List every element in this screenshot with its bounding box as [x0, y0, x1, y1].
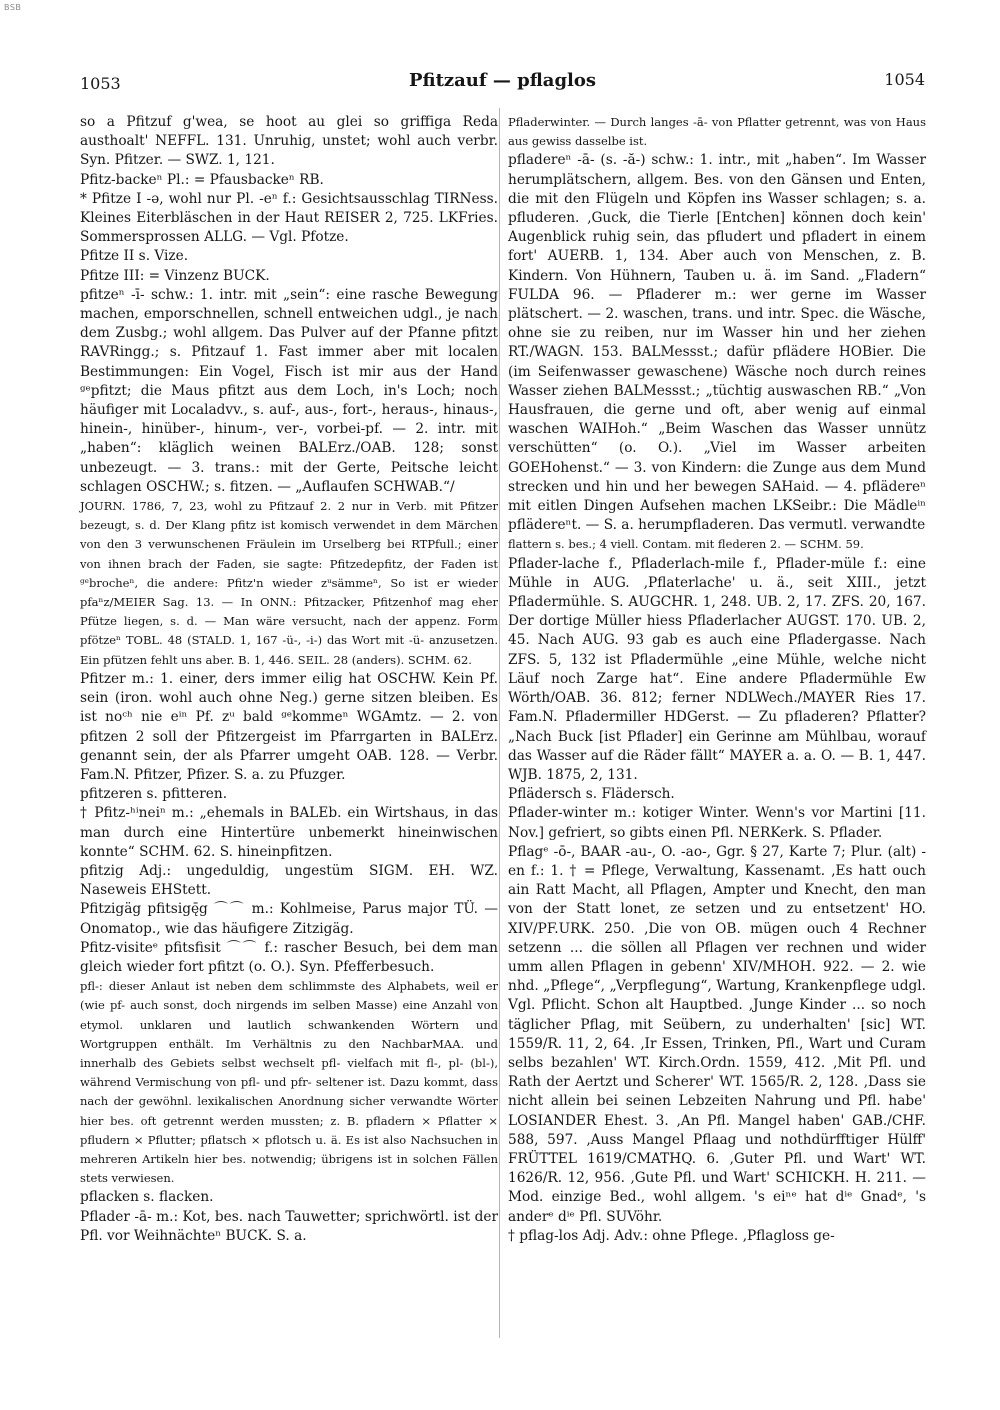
dictionary-paragraph: Pflader -ā- m.: Kot, bes. nach Tauwetter; sprichwörtl. ist der Pfl. vor Weihnächteⁿ BUCK. S. a. — [80, 1208, 498, 1244]
dictionary-paragraph: Pflader-lache f., Pfladerlach-mile f., Pflader-müle f.: eine Mühle in AUG. ‚Pflaterlache' u. ä., seit XIII., jetzt Pfladermühle. S. AUGCHR. 1, 248. UB. 2, 17. ZFS. 20, 167. Der dortige Müller hiess Pfladerlacher AUGST. 170. UB. 2, 45. Nach AUG. 93 gab es auch eine Pfladergasse. Nach ZFS. 5, 132 ist Pfladermühle „eine Mühle, welche nicht Läuf noch Zarge hat“. Eine andere Pfladermühle Ew Wörth/OAB. 36. 812; ferner NDLWech./MAYER Ries 17. Fam.N. Pfladermiller HDGerst. — Zu pfladeren? Pflatter? „Nach Buck [ist Pflader] ein Gerinne am Mühlbau, worauf das Wasser auf die Räder fällt“ MAYER a. a. O. — B. 1, 447. WJB. 1875, 2, 131. — [508, 555, 926, 783]
dictionary-paragraph: Pflädersch s. Flädersch. — [508, 786, 675, 803]
page-number-right: 1054 — [884, 70, 925, 89]
watermark: BSB — [4, 3, 22, 12]
dictionary-paragraph: pflacken s. flacken. — [80, 1189, 214, 1206]
dictionary-paragraph: Pfladerwinter. — Durch langes -ā- von Pflatter getrennt, was von Haus aus gewiss dasselbe ist. — [508, 115, 926, 149]
dictionary-paragraph: pfitzig Adj.: ungeduldig, ungestüm SIGM. EH. WZ. Naseweis EHStett. — [80, 862, 498, 899]
dictionary-paragraph: Pflader-winter m.: kotiger Winter. Wenn's vor Martini [11. Nov.] gefriert, so gibts einen Pfl. NERKerk. S. Pflader. — [508, 805, 926, 841]
dictionary-paragraph: Pfitz-visiteᵉ pfitsfisit ⌒⌒ f.: rascher Besuch, bei dem man gleich wieder fort pfitzt (o. O.). Syn. Pfefferbesuch. — [80, 939, 498, 975]
column-divider — [499, 108, 500, 1338]
dictionary-paragraph: Pfitzigäg pfitsigę̄g ⌒⌒ m.: Kohlmeise, Parus major TÜ. — Onomatop., wie das häufigere Zitzigäg. — [80, 901, 498, 937]
dictionary-paragraph: pfladereⁿ -ā- (s. -ă-) schw.: 1. intr., mit „haben“. Im Wasser herumplätschern, allgem. Bes. von den Gänsen und Enten, die mit den Flügeln und Köpfen ins Wasser schlagen; s. a. pfluderen. ‚Guck, die Tierle [Entchen] können doch kein' Augenblick ruhig sein, das pfludert und pfladert in einem fort' AUERB. 1, 134. Aber auch von Menschen, z. B. Kindern. Von Hühnern, Tauben u. ä. im Sand. „Fladern“ FULDA 96. — Pfladerer m.: wer gerne im Wasser plätschert. — 2. waschen, trans. und intr. Spec. die Wäsche, ohne sie zu reiben, nur im Wasser hin und her ziehen RT./WAGN. 153. BALMessst.; dafür pflädere HOBier. Die (im Seifenwasser gewaschene) Wäsche noch durch reines Wasser ziehen BALMessst.; „tüchtig auswaschen RB.“ „Von Hausfrauen, die gerne und oft, aber wenig auf einmal waschen WAIHoh.“ „Beim Waschen das Wasser unnütz verschütten“ (o. O.). „Viel im Wasser arbeiten GOEHohenst.“ — 3. von Kindern: die Zunge aus dem Mund strecken und hin und her bewegen SAHaid. — 4. pflädereⁿ mit eitlen Dingen Aufsehen machen LKSeibr.: Die Mädleⁱⁿ pflädereⁿt. — S. a. herumpfladeren. Das vermutl. verwandte — [508, 152, 926, 534]
dictionary-paragraph: † pflag-los Adj. Adv.: ohne Pflege. ‚Pflagloss ge- — [508, 1227, 835, 1244]
dictionary-paragraph: pfl-: dieser Anlaut ist neben dem schlimmste des Alphabets, weil er (wie pf- auch sonst, doch nirgends im selben Masse) eine Anzahl von etymol. unklaren und lautlich schwankenden Wörtern und Wortgruppen enthält. Im Verhältnis zu den NachbarMAA. und innerhalb des Gebiets selbst wechselt pfl- vielfach mit fl-, pl- (bl-), während Vermischung von pfl- und pfr- seltener ist. Dazu kommt, dass nach der gewöhnl. lexikalischen Anordnung sicher verwandte Wörter hier bes. oft getrennt werden mussten; z. B. pfladern × Pflatter × pfludern × Pflutter; pflatsch × pflotsch u. ä. Es ist also Nachsuchen in mehreren Artikeln hier bes. notwendig; übrigens ist in solchen Fällen stets verwiesen. — [80, 979, 498, 1186]
page-header — [80, 68, 925, 98]
dictionary-paragraph: Pfitz-backeⁿ Pl.: = Pfausbackeⁿ RB. — [80, 171, 324, 188]
dictionary-paragraph: JOURN. 1786, 7, 23, wohl zu Pfitzauf 2. 2 nur in Verb. mit Pfitzer bezeugt, s. d. Der Klang pfitz ist komisch verwendet in dem Märchen von den 3 verwunschenen Fräulein im Urselberg bei RTPfull.; einer von ihnen brach der Faden, sie sagte: Pfitzedepfitz, der Faden ist ᵍᵉbrocheⁿ, die andere: Pfitz'n wieder zᵘsämmeⁿ, So ist er wieder pfaⁿz/MEIER Sag. 13. — In ONN.: Pfitzacker, Pfitzenhof mag eher Pfütze liegen, s. d. — Man wäre versucht, nach der appenz. Form pfötzeⁿ TOBL. 48 (STALD. 1, 167 -ü-, -i-) das Wort mit -ü- anzusetzen. Ein pfützen fehlt uns aber. B. 1, 446. SEIL. 28 (anders). SCHM. 62. — [80, 499, 498, 667]
dictionary-paragraph: † Pfitz-ʰⁱneiⁿ m.: „ehemals in BALEb. ein Wirtshaus, in das man durch eine Hintertüre unbemerkt hineinwischen konnte“ SCHM. 62. S. hineinpfitzen. — [80, 805, 498, 860]
dictionary-paragraph: so a Pfitzuf g'wea, se hoot au glei so griffiga Reda austhoalt' NEFFL. 131. Unruhig, unstet; wohl auch verbr. Syn. Pfitzer. — SWZ. 1, 121. — [80, 114, 498, 169]
dictionary-paragraph: Pfitze III: = Vinzenz BUCK. — [80, 267, 270, 284]
right-column — [508, 113, 926, 1246]
dictionary-paragraph: Pfitze II s. Vize. — [80, 248, 189, 265]
dictionary-paragraph: flattern s. bes.; 4 viell. Contam. mit flederen 2. — SCHM. 59. — [508, 537, 864, 552]
dictionary-paragraph: Pflagᵉ -ō-, BAAR -au-, O. -ao-, Ggr. § 27, Karte 7; Plur. (alt) -en f.: 1. † = Pflege, Verwaltung, Kassenamt. ‚Es hatt ouch ain Ratt Macht, all Pflagen, Ampter und Knecht, den man von der Statt lonet, ze setzen und zu entsetzent' HO. XIV/PF.URK. 250. ‚Die von OB. mügen ouch 4 Rechner setzenn ... die söllen all Pflagen ver rechnen und wider umm allen Pflagen in gebenn' XIV/MHOH. 922. — 2. wie nhd. „Pflege“, „Verpflegung“, Wartung, Krankenpflege udgl. Vgl. Pflicht. Schon alt Hauptbed. ‚Junge Kinder ... so noch täglicher Pflag, mit Seübern, zu underhalten' [sic] WT. 1559/R. 11, 2, 64. ‚Ir Essen, Trinken, Pfl., Wart und Curam selbs bezahlen' WT. Kirch.Ordn. 1559, 412. ‚Mit Pfl. und Rath der Aertzt und Scherer' WT. 1565/R. 2, 128. ‚Dass sie nicht allein bei seinen Lebzeiten Nahrung und Pfl. habe' LOSIANDER Ehest. 3. ‚An Pfl. Mangel haben' GAB./CHF. 588, 597. ‚Auss Mangel Pflaag und nothdürfftiger Hülff' FRÜTTEL 1619/CMATHQ. 6. ‚Guter Pfl. und Wart' WT. 1626/R. 12, 956. ‚Gute Pfl. und Wart' SCHICKH. H. 211. — Mod. einzige Bed., wohl allgem. 's eiⁿᵉ hat dⁱᵉ Gnadᵉ, 's anderᵉ dⁱᵉ Pfl. SUVöhr. — [508, 843, 926, 1225]
page-number-left: 1053 — [80, 74, 121, 93]
left-column — [80, 113, 498, 1246]
running-head: Pfitzauf — pflaglos — [408, 70, 597, 91]
dictionary-paragraph: pfitzeren s. pfitteren. — [80, 786, 228, 803]
dictionary-paragraph: Pfitzer m.: 1. einer, ders immer eilig hat OSCHW. Kein Pf. sein (iron. wohl auch ohne Neg.) gerne sitzen bleiben. Es ist noᶜʰ nie eⁱⁿ Pf. zᵘ bald ᵍᵉkommeⁿ WGAmtz. — 2. von pfitzen 2 soll der Pfitzergeist im Pfarrgarten in BALErz. genannt sein, der als Pfarrer umgeht OAB. 128. — Verbr. Fam.N. Pfitzer, Pfizer. S. a. zu Pfuzger. — [80, 670, 498, 783]
dictionary-paragraph: pfitzeⁿ -ī- schw.: 1. intr. mit „sein“: eine rasche Bewegung machen, emporschnellen, schnell entweichen udgl., je nach dem Zusbg.; wohl allgem. Das Pulver auf der Pfanne pfitzt RAVRingg.; s. Pfitzauf 1. Fast immer aber mit localen Bestimmungen: Ein Vogel, Fisch ist mir aus der Hand ᵍᵉpfitzt; die Maus pfitzt aus dem Loch, in's Loch; noch häufiger mit Localadvv., s. auf-, aus-, fort-, heraus-, hinaus-, hinein-, hinüber-, hinum-, ver-, vorbei-pf. — 2. intr. mit „haben“: kläglich weinen BALErz./OAB. 128; sonst unbezeugt. — 3. trans.: mit der Gerte, Peitsche leicht schlagen OSCHW.; s. fitzen. — „Auflaufen SCHWAB.“/ — [80, 286, 498, 495]
dictionary-paragraph: * Pfitze I -ə, wohl nur Pl. -eⁿ f.: Gesichtsausschlag TIRNess. Kleines Eiterbläschen in der Haut REISER 2, 725. LKFries. Sommersprossen ALLG. — Vgl. Pfotze. — [80, 190, 498, 246]
